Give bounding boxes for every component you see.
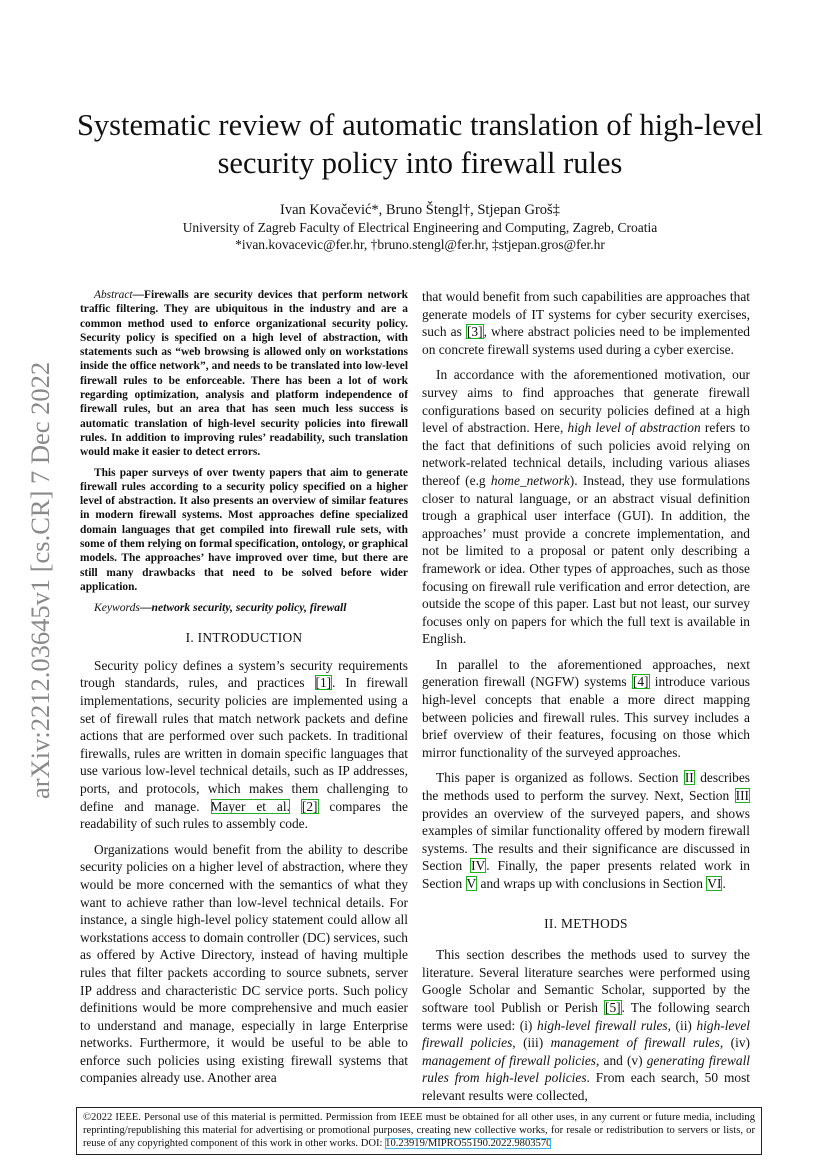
text-span: , (iii) (512, 1035, 551, 1051)
abstract (80, 288, 408, 594)
intro-paragraph-3 (422, 288, 750, 358)
text-span: provides an overview of the surveyed papers, and shows examples of similar functionality offered by modern firewall systems. The results and their significance are discussed in Section (422, 805, 750, 874)
methods-paragraph-1 (422, 946, 750, 1104)
text-span: Security policy defines a system’s security requirements trough standards, rules, and practices (80, 657, 408, 691)
arxiv-identifier: arXiv:2212.03645v1 [cs.CR] 7 Dec 2022 (25, 361, 55, 799)
text-span: , (iv) (719, 1035, 750, 1051)
author-emails: *ivan.kovacevic@fer.hr, †bruno.stengl@fer.hr, ‡stjepan.gros@fer.hr (235, 237, 605, 252)
section-heading-methods: II. METHODS (544, 915, 628, 931)
text-span: refers to the fact that definitions of such policies avoid relying on network-related technical details, including various aliases thereof (e.g (422, 420, 750, 488)
abstract-label: Abstract (94, 289, 133, 301)
citation-link-4[interactable]: [4] (632, 674, 649, 690)
intro-paragraph-2: Organizations would benefit from the ability to describe security policies on a higher level of abstraction, where they would be more concerned with the semantics of what they want to achieve rather than low-level technical details. For instance, a single high-level policy statement could allow all workstations access to domain controller (DC) services, such as offered by Active Directory, instead of having multiple rules that filter packets according to source subnets, server IP address and characteristic DC service ports. Such policy definitions would be more comprehensive and much easier to understand and manage, especially in large Enterprise networks. Furthermore, it would be useful to be able to enforce such policies using existing firewall systems that companies already use. Another area (80, 841, 408, 1086)
text-span: describes the methods used to perform the survey. Next, Section (422, 770, 751, 804)
right-column (422, 288, 750, 1113)
search-term: high-level firewall policies (422, 1017, 751, 1051)
text-span: In parallel to the aforementioned approaches, next generation firewall (NGFW) systems (422, 656, 750, 690)
text-span: . From each search, 50 most relevant results were collected, (422, 1070, 750, 1103)
abstract-paragraph-2: This paper surveys of over twenty papers that aim to generate firewall rules according to a security policy specified on a higher level of abstraction. It also presents an overview of similar features in modern firewall systems. Most approaches define specialized domain languages that get compiled into firewall rule sets, with some of them relying on formal specification, ontology, or graphical models. The approaches’ have improved over time, but there are still many drawbacks that need to be solved before wider application. (80, 466, 408, 593)
emphasis: home_network (490, 472, 570, 488)
text-span: , (ii) (667, 1017, 697, 1033)
intro-paragraph-6 (422, 769, 750, 892)
emphasis: high level of abstraction (567, 420, 701, 436)
search-term: management of firewall rules (550, 1035, 720, 1051)
abstract-text-1: Firewalls are security devices that perform network traffic filtering. They are ubiquitous in the industry and are a common method used to enforce organizational security policy. Security policy is specified on a high level of abstraction, with statements such as “web browsing is allowed only on workstations inside the office network”, and needs to be translated into low-level firewall rules to be enforceable. There has been a lot of work regarding optimization, analysis and platform independence of firewall rules, but an area that has seen much less success is automatic translation of high-level security policies into firewall rules. In addition to improving rules’ readability, such translation would make it easier to detect errors. (80, 289, 408, 459)
search-term: generating firewall rules from high-level policies (422, 1052, 751, 1086)
section-link-6[interactable]: VI (707, 876, 722, 891)
citation-link-5[interactable]: [5] (605, 999, 621, 1015)
search-term: high-level firewall rules (536, 1017, 668, 1033)
text-span: . The following search terms were used: (i) (422, 999, 750, 1033)
section-link-3[interactable]: III (735, 788, 749, 804)
citation-link-1[interactable]: [1] (315, 675, 332, 691)
intro-paragraph-5 (422, 656, 750, 762)
keywords-text: network security, security policy, firewall (151, 601, 347, 615)
keywords: Keywords—network security, security policy, firewall (94, 601, 347, 615)
intro-paragraph-1 (80, 657, 408, 833)
text-span: . (722, 876, 726, 891)
intro-paragraph-4 (422, 366, 750, 648)
author-list: Ivan Kovačević*, Bruno Štengl†, Stjepan Groš‡ (280, 202, 560, 218)
left-column (80, 288, 408, 1095)
affiliation: University of Zagreb Faculty of Electrical Engineering and Computing, Zagreb, Croatia (182, 220, 658, 235)
keywords-label: Keywords (94, 601, 140, 615)
section-heading-introduction: I. INTRODUCTION (185, 630, 303, 646)
text-span: that would benefit from such capabilities are approaches that generate models of IT systems for cyber security exercises, such as (422, 289, 750, 340)
copyright-notice (76, 1107, 762, 1155)
text-span: , where abstract policies need to be implemented on concrete firewall systems used during a cyber exercise. (422, 324, 750, 357)
text-span: ). Instead, they use formulations closer to natural language, or an abstract visual definition trough a graphical user interface (GUI). In addition, the approaches’ must provide a concrete implementation, and not be limited to a proposal or patent only describing a framework or idea. Other types of approaches, such as those focusing on firewall rule verification and error detection, are outside the scope of this paper. Last but not least, our survey focuses only on papers for which the full text is available in English. (422, 472, 750, 647)
search-term: management of firewall policies (422, 1052, 597, 1068)
text-span: compares the readability of such rules to assembly code. (80, 798, 408, 832)
text-span: In accordance with the aforementioned motivation, our survey aims to find approaches that generate firewall configurations based on security policies defined at a high level of abstraction. Here, (422, 367, 750, 436)
paper-title: Systematic review of automatic translation of high-level security policy into firewall rules (76, 108, 764, 180)
text-span: and wraps up with conclusions in Section (477, 876, 707, 891)
section-link-4[interactable]: IV (471, 858, 486, 874)
text-span: , and (v) (596, 1052, 647, 1068)
section-link-5[interactable]: V (466, 876, 477, 891)
text-span: introduce various high-level concepts that enable a more direct mapping between policies and firewall rules. This survey includes a brief overview of their features, focusing on those which mirror functionality of the surveyed approaches. (422, 674, 750, 760)
citation-link-3[interactable]: [3] (466, 324, 483, 340)
citation-link-2[interactable]: [2] (301, 798, 318, 814)
text-span: This paper is organized as follows. Section (436, 770, 684, 786)
abstract-paragraph-1: Abstract—Firewalls are security devices that perform network traffic filtering. They are ubiquitous in the industry and are a common method used to enforce organizational security policy. Security policy is specified on a high level of abstraction, with statements such as “web browsing is allowed only on workstations inside the office network”, and needs to be translated into low-level firewall rules to be enforceable. There has been a lot of work regarding optimization, analysis and platform independence of firewall rules, but an area that has seen much less success is automatic translation of high-level security policies into firewall rules. In addition to improving rules’ readability, such translation would make it easier to detect errors. (80, 289, 408, 459)
text-span: . Finally, the paper presents related work in Section (422, 858, 750, 891)
doi-link[interactable]: 10.23919/MIPRO55190.2022.9803570 (385, 1137, 552, 1149)
text-span: . In firewall implementations, security policies are implemented using a set of firewall rules that match network packets and define actions that are performed over such packets. In traditional firewalls, rules are written in domain specific languages that use various low-level technical details, such as IP addresses, ports, and protocols, which makes them challenging to define and manage. (80, 675, 408, 814)
text-span: This section describes the methods used to survey the literature. Several literature searches were performed using Google Scholar and Semantic Scholar, supported by the software tool Publish or Perish (422, 947, 750, 1015)
copyright-text: ©2022 IEEE. Personal use of this material is permitted. Permission from IEEE must be obtained for all other uses, in any current or future media, including reprinting/republishing this material for advertising or promotional purposes, creating new collective works, for resale or redistribution to servers or lists, or reuse of any copyrighted component of this work in other works. DOI: (83, 1112, 755, 1149)
author-citation-link[interactable]: Mayer et al. (210, 798, 290, 814)
section-link-2[interactable]: II (684, 770, 694, 786)
